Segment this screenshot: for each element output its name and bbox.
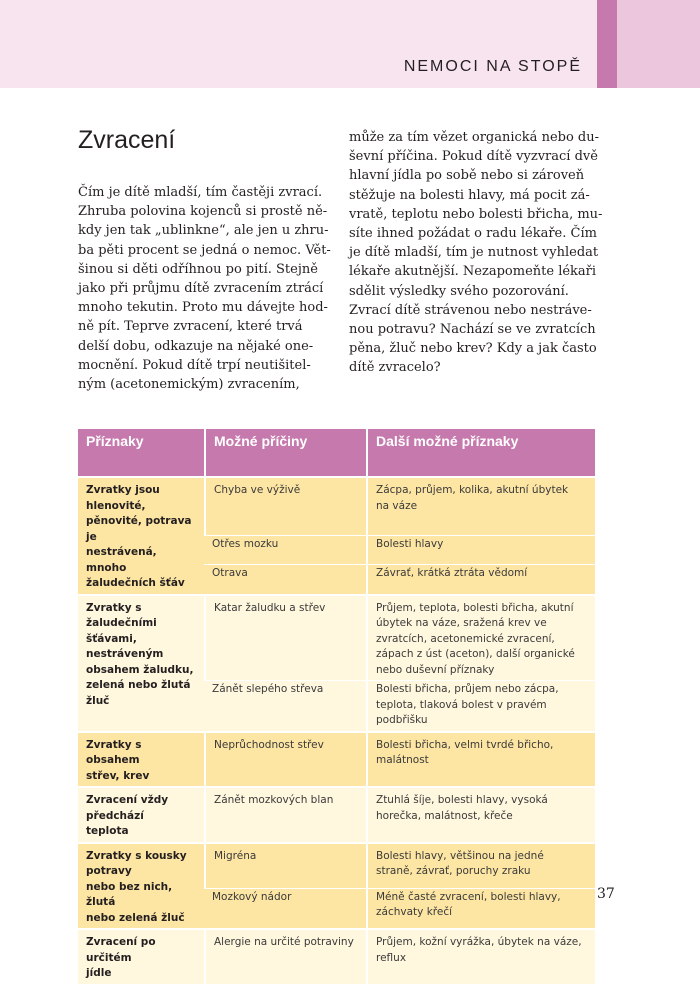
cell-line: Zvracení vždy předchází	[86, 794, 169, 822]
cell-line: Mozkový nádor	[212, 890, 292, 903]
cell-line: Bolesti břicha, průjem nebo zácpa,	[376, 683, 559, 695]
text-line: kdy jen tak „ublinkne“, ale jen u zhru-	[78, 223, 329, 239]
page-number: 37	[597, 886, 615, 902]
left-text-column	[78, 183, 330, 394]
cause-cell	[204, 786, 366, 842]
other-symptoms-cell	[366, 928, 595, 984]
text-line: ševní příčina. Pokud dítě vyzvrací dvě	[349, 149, 598, 165]
text-line: ba pěti procent se jedná o nemoc. Vět-	[78, 242, 331, 258]
header-other-symptoms: Další možné příznaky	[366, 429, 595, 476]
text-line: Zvrací dítě strávenou nebo nestráve-	[349, 302, 592, 318]
cell-line: Zvratky s obsahem	[86, 738, 142, 766]
header-symptoms: Příznaky	[78, 429, 204, 476]
cell-line: nestrávená, mnoho	[86, 546, 157, 574]
text-line: ným (acetonemickým) zvracením,	[78, 377, 300, 393]
cell-line: Zvratky jsou hlenovité,	[86, 484, 160, 512]
cell-line: Bolesti břicha, velmi tvrdé břicho,	[376, 738, 554, 751]
cell-line: nebo bez nich, žlutá	[86, 880, 173, 908]
cell-line: Chyba ve výživě	[214, 484, 301, 496]
symptom-cell	[78, 842, 204, 929]
cell-line: teplota	[86, 825, 129, 837]
cell-line: Otřes mozku	[212, 538, 279, 551]
cell-line: Zvratky s kousky potravy	[86, 849, 187, 877]
cell-line: nebo duševní příznaky	[376, 663, 495, 676]
table-row	[78, 594, 595, 681]
other-symptoms-cell	[366, 888, 595, 928]
cell-line: teplota, tlaková bolest v pravém	[376, 698, 547, 711]
cell-line: reflux	[376, 951, 407, 964]
text-line: ně pít. Teprve zvracení, které trvá	[78, 319, 303, 335]
cell-line: zelená nebo žlutá žluč	[86, 679, 191, 707]
cell-line: nebo zelená žluč	[86, 911, 185, 924]
cause-cell	[204, 535, 366, 564]
cell-line: šťávami, nestráveným	[86, 632, 164, 660]
cell-line: Bolesti hlavy, většinou na jedné	[376, 849, 544, 862]
cell-line: pěnovité, potrava je	[86, 515, 192, 543]
text-line: sdělit výsledky svého pozorování.	[349, 283, 569, 299]
cell-line: podbřišku	[376, 714, 428, 726]
text-line: Čím je dítě mladší, tím častěji zvrací.	[78, 185, 323, 200]
cause-cell	[204, 476, 366, 535]
text-line: mocnění. Pokud dítě trpí neutišitel-	[78, 357, 311, 373]
cell-line: Průjem, teplota, bolesti břicha, akutní	[376, 601, 574, 614]
cell-line: horečka, malátnost, křeče	[376, 809, 513, 822]
symptom-cell	[78, 786, 204, 842]
text-line: nou potravu? Nachází se ve zvratcích	[349, 322, 596, 338]
text-line: je dítě mladší, tím je nutnost vyhledat	[349, 245, 599, 261]
cause-cell	[204, 888, 366, 928]
text-line: jako při průjmu dítě zvracením ztrácí	[78, 281, 324, 297]
table-row	[78, 476, 595, 535]
text-line: může za tím vězet organická nebo du-	[349, 130, 600, 145]
cell-line: záchvaty křečí	[376, 906, 453, 919]
cell-line: střev, krev	[86, 769, 150, 782]
header-band	[0, 0, 700, 88]
right-text-column	[349, 128, 601, 378]
other-symptoms-cell	[366, 731, 595, 787]
table-header-row	[78, 429, 595, 476]
text-line: stěžuje na bolesti hlavy, má pocit zá-	[349, 187, 590, 203]
other-symptoms-cell	[366, 476, 595, 535]
cell-line: Zácpa, průjem, kolika, akutní úbytek	[376, 484, 569, 496]
cell-line: Bolesti hlavy	[376, 538, 444, 551]
cell-line: Katar žaludku a střev	[214, 601, 326, 614]
header-causes: Možné příčiny	[204, 429, 366, 476]
cell-line: Závrať, krátká ztráta vědomí	[376, 567, 528, 580]
text-line: vratě, teplotu nebo bolesti břicha, mu-	[349, 206, 603, 222]
cell-line: Migréna	[214, 849, 257, 862]
cell-line: Alergie na určité potraviny	[214, 936, 354, 948]
symptom-cell	[78, 928, 204, 984]
cell-line: Zvracení po určitém	[86, 936, 156, 964]
symptom-cell	[78, 731, 204, 787]
article-title: Zvracení	[78, 126, 176, 154]
symptom-cell	[78, 476, 204, 594]
other-symptoms-cell	[366, 842, 595, 888]
text-line: delší dobu, odkazuje na nějaké one-	[78, 338, 314, 354]
table-row	[78, 928, 595, 984]
cell-line: Otrava	[212, 567, 248, 580]
text-line: Zhruba polovina kojenců si prostě ně-	[78, 204, 328, 220]
cause-cell	[204, 928, 366, 984]
text-line: hlavní jídla po sobě nebo si zároveň	[349, 168, 585, 184]
table-row	[78, 842, 595, 888]
cell-line: malátnost	[376, 754, 429, 766]
cell-line: Zánět slepého střeva	[212, 683, 324, 695]
cause-cell	[204, 842, 366, 888]
other-symptoms-cell	[366, 786, 595, 842]
chapter-tab	[617, 0, 700, 88]
cause-cell	[204, 564, 366, 593]
cell-line: Zvratky s žaludečními	[86, 601, 157, 629]
cell-line: žaludečních šťáv	[86, 577, 185, 589]
cause-cell	[204, 680, 366, 731]
cell-line: Ztuhlá šíje, bolesti hlavy, vysoká	[376, 794, 548, 806]
table-row	[78, 731, 595, 787]
cell-line: zápach z úst (aceton), další organické	[376, 648, 575, 660]
other-symptoms-cell	[366, 535, 595, 564]
text-line: mnoho tekutin. Proto mu dávejte hod-	[78, 300, 328, 316]
chapter-tab-accent	[597, 0, 617, 88]
cell-line: zvratcích, acetonemické zvracení,	[376, 632, 555, 645]
cell-line: obsahem žaludku,	[86, 663, 194, 676]
cell-line: Neprůchodnost střev	[214, 738, 324, 751]
chapter-title: NEMOCI NA STOPĚ	[403, 58, 582, 75]
cell-line: na váze	[376, 499, 418, 512]
cell-line: Zánět mozkových blan	[214, 794, 334, 806]
text-line: síte ihned požádat o radu lékaře. Čím	[349, 226, 597, 242]
cell-line: úbytek na váze, sražená krev ve	[376, 617, 547, 629]
cause-cell	[204, 731, 366, 787]
text-line: dítě zvracelo?	[349, 360, 441, 376]
symptoms-table	[78, 429, 595, 984]
symptom-cell	[78, 594, 204, 731]
other-symptoms-cell	[366, 680, 595, 731]
other-symptoms-cell	[366, 564, 595, 593]
table-row	[78, 786, 595, 842]
cell-line: Méně časté zvracení, bolesti hlavy,	[376, 890, 561, 903]
cell-line: straně, závrať, poruchy zraku	[376, 865, 531, 877]
cell-line: jídle	[86, 967, 112, 979]
text-line: šinou si děti odříhnou po pití. Stejně	[78, 261, 318, 277]
text-line: pěna, žluč nebo krev? Kdy a jak často	[349, 341, 597, 357]
other-symptoms-cell	[366, 594, 595, 681]
cell-line: Průjem, kožní vyrážka, úbytek na váze,	[376, 936, 582, 948]
cause-cell	[204, 594, 366, 681]
text-line: lékaře akutnější. Nezapomeňte lékaři	[349, 264, 597, 280]
